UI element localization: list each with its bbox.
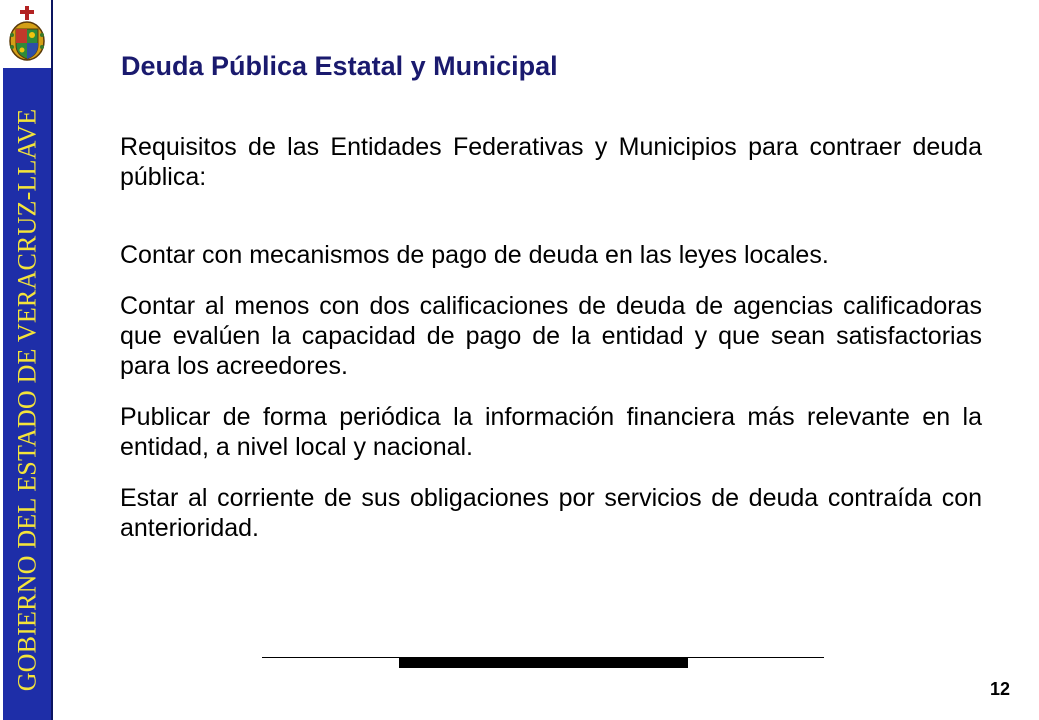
sidebar-vertical-label [3, 80, 51, 720]
requirement-item: Contar con mecanismos de pago de deuda en las leyes locales. [120, 241, 829, 269]
coat-of-arms-icon [3, 0, 51, 68]
page-number: 12 [990, 679, 1011, 699]
requirement-item: Publicar de forma periódica la información financiera más relevante en la entidad, a nivel local y nacional. [120, 403, 982, 461]
crest-graphic [7, 5, 47, 63]
requirement-item: Estar al corriente de sus obligaciones por servicios de deuda contraída con anterioridad. [120, 484, 982, 542]
sidebar [0, 0, 55, 720]
government-name: GOBIERNO DEL ESTADO DE VERACRUZ-LLAVE [12, 108, 41, 692]
intro-paragraph: Requisitos de las Entidades Federativas y Municipios para contraer deuda pública: [120, 133, 982, 191]
footer-divider-thick [399, 658, 688, 668]
slide-body [120, 132, 982, 543]
requirement-item: Contar al menos con dos calificaciones de deuda de agencias calificadoras que evalúen la capacidad de pago de la entidad y que sean satisfactorias para los acreedores. [120, 292, 982, 380]
slide-title: Deuda Pública Estatal y Municipal [121, 51, 558, 81]
